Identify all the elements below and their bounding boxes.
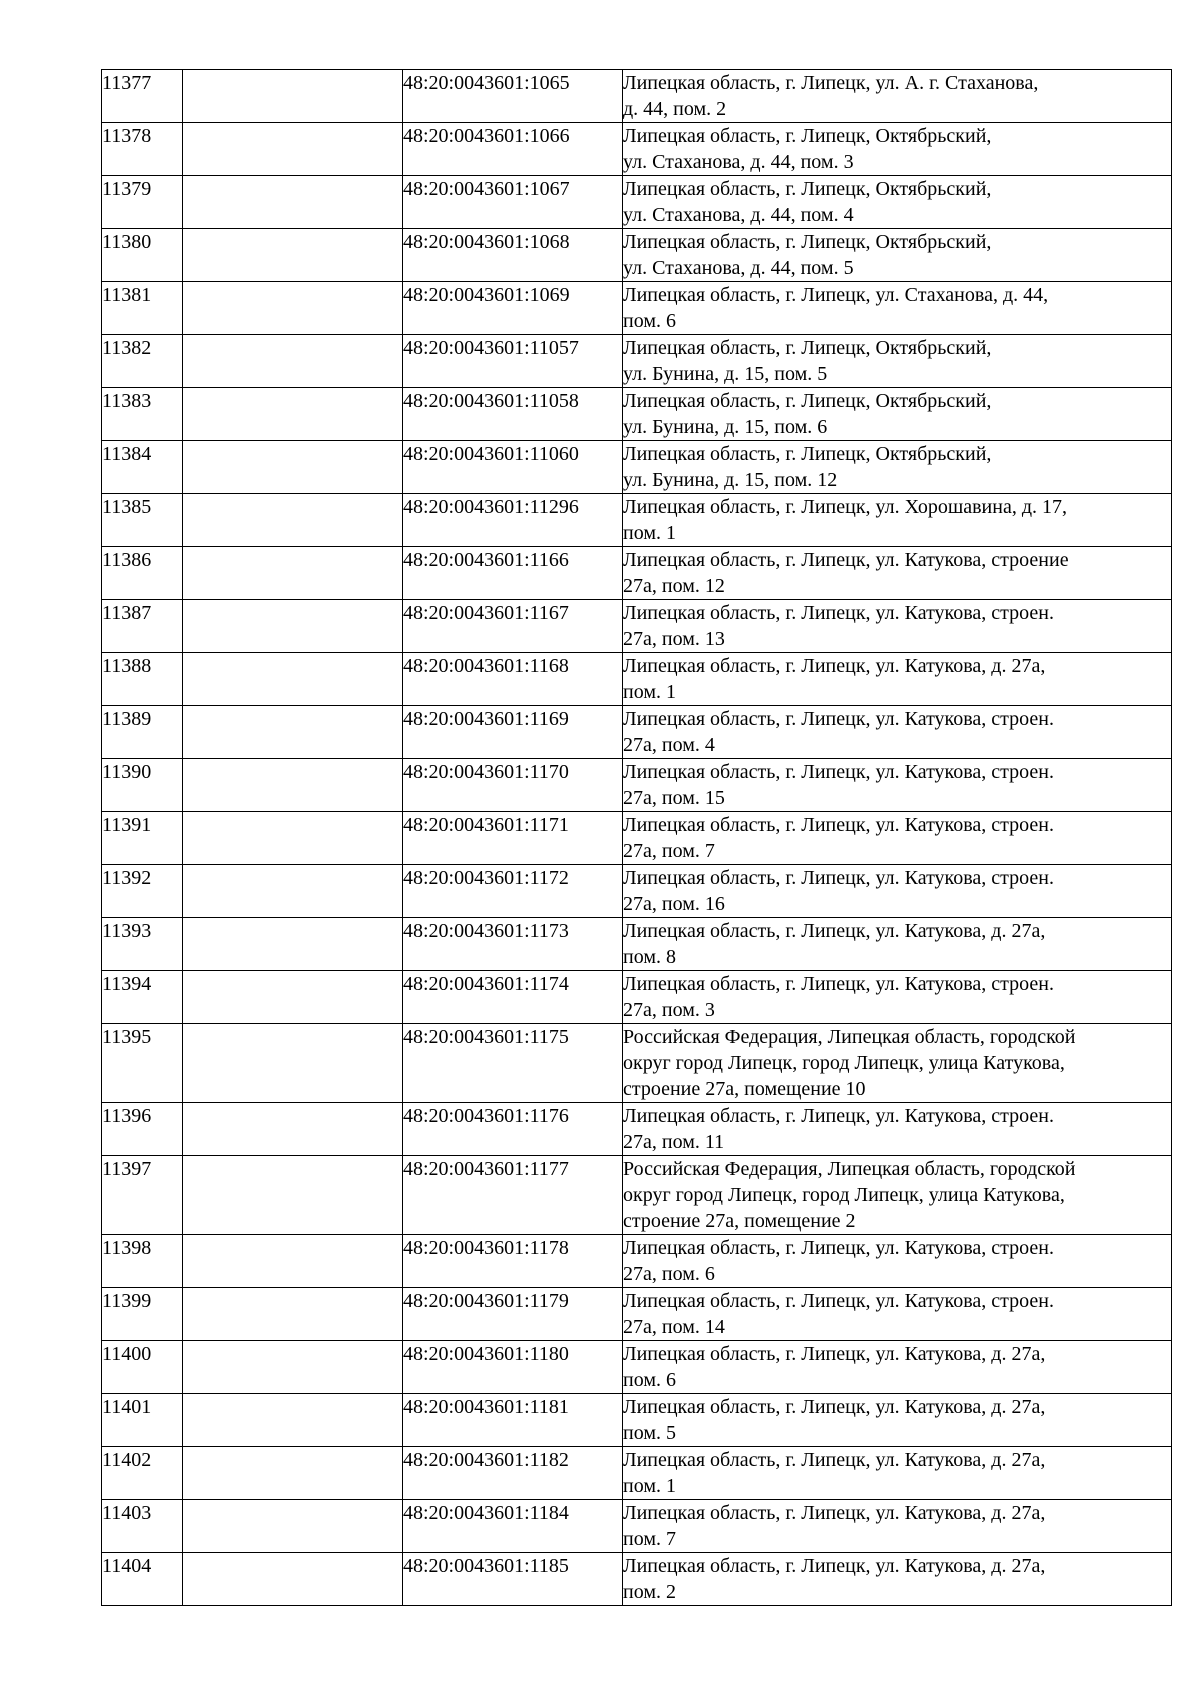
address-cell [623, 547, 1172, 600]
table-row [102, 176, 1172, 229]
row-number-cell: 11403 [102, 1500, 183, 1553]
address-line: 27а, пом. 7 [623, 840, 715, 862]
address-line: пом. 2 [623, 1581, 676, 1603]
address-cell [623, 494, 1172, 547]
row-number-cell: 11389 [102, 706, 183, 759]
empty-cell [183, 1024, 403, 1103]
row-number-cell: 11378 [102, 123, 183, 176]
address-line: 27а, пом. 14 [623, 1316, 725, 1338]
table-row [102, 1553, 1172, 1606]
address-line: пом. 7 [623, 1528, 676, 1550]
empty-cell [183, 1156, 403, 1235]
table-row [102, 1447, 1172, 1500]
row-number-cell: 11394 [102, 971, 183, 1024]
table-row [102, 123, 1172, 176]
address-cell [623, 123, 1172, 176]
address-cell [623, 706, 1172, 759]
cadastral-number-cell: 48:20:0043601:1175 [403, 1024, 623, 1103]
empty-cell [183, 1553, 403, 1606]
address-line: Российская Федерация, Липецкая область, городской [623, 1158, 1076, 1180]
row-number-cell: 11390 [102, 759, 183, 812]
address-line: Липецкая область, г. Липецк, ул. Катукова, строен. [623, 814, 1054, 836]
empty-cell [183, 123, 403, 176]
address-line: 27а, пом. 11 [623, 1131, 725, 1153]
address-cell [623, 865, 1172, 918]
empty-cell [183, 1288, 403, 1341]
row-number-cell: 11382 [102, 335, 183, 388]
table-row [102, 441, 1172, 494]
address-line: Липецкая область, г. Липецк, ул. Хорошавина, д. 17, [623, 496, 1067, 518]
property-registry-table [101, 69, 1172, 1606]
table-row [102, 229, 1172, 282]
address-cell [623, 176, 1172, 229]
empty-cell [183, 547, 403, 600]
address-cell [623, 1235, 1172, 1288]
address-line: пом. 6 [623, 1369, 676, 1391]
address-line: Липецкая область, г. Липецк, ул. Катукова, строен. [623, 1290, 1054, 1312]
table-row [102, 1024, 1172, 1103]
address-cell [623, 1394, 1172, 1447]
row-number-cell: 11391 [102, 812, 183, 865]
address-line: ул. Стаханова, д. 44, пом. 3 [623, 151, 854, 173]
address-cell [623, 229, 1172, 282]
address-cell [623, 1341, 1172, 1394]
empty-cell [183, 176, 403, 229]
address-cell [623, 335, 1172, 388]
row-number-cell: 11386 [102, 547, 183, 600]
address-line: Липецкая область, г. Липецк, ул. Катукова, строен. [623, 1237, 1054, 1259]
address-line: Липецкая область, г. Липецк, ул. Катукова, д. 27а, [623, 1502, 1046, 1524]
address-line: пом. 1 [623, 522, 676, 544]
cadastral-number-cell: 48:20:0043601:1177 [403, 1156, 623, 1235]
address-line: Липецкая область, г. Липецк, ул. Катукова, д. 27а, [623, 1396, 1046, 1418]
address-line: Липецкая область, г. Липецк, ул. Катукова, строен. [623, 973, 1054, 995]
address-line: 27а, пом. 4 [623, 734, 715, 756]
table-row [102, 547, 1172, 600]
address-cell [623, 282, 1172, 335]
address-line: ул. Стаханова, д. 44, пом. 5 [623, 257, 854, 279]
empty-cell [183, 335, 403, 388]
table-row [102, 282, 1172, 335]
address-line: округ город Липецк, город Липецк, улица Катукова, [623, 1184, 1065, 1206]
cadastral-number-cell: 48:20:0043601:1068 [403, 229, 623, 282]
address-line: Липецкая область, г. Липецк, ул. Катукова, строен. [623, 1105, 1054, 1127]
address-line: Липецкая область, г. Липецк, Октябрьский, [623, 178, 992, 200]
row-number-cell: 11404 [102, 1553, 183, 1606]
address-cell [623, 918, 1172, 971]
empty-cell [183, 600, 403, 653]
cadastral-number-cell: 48:20:0043601:1174 [403, 971, 623, 1024]
address-line: ул. Бунина, д. 15, пом. 6 [623, 416, 828, 438]
address-line: Липецкая область, г. Липецк, ул. Катукова, д. 27а, [623, 920, 1046, 942]
table-row [102, 1288, 1172, 1341]
empty-cell [183, 229, 403, 282]
empty-cell [183, 812, 403, 865]
row-number-cell: 11400 [102, 1341, 183, 1394]
address-line: ул. Стаханова, д. 44, пом. 4 [623, 204, 854, 226]
cadastral-number-cell: 48:20:0043601:1069 [403, 282, 623, 335]
table-row [102, 1103, 1172, 1156]
address-cell [623, 653, 1172, 706]
address-line: Липецкая область, г. Липецк, ул. Катукова, строен. [623, 602, 1054, 624]
empty-cell [183, 282, 403, 335]
row-number-cell: 11397 [102, 1156, 183, 1235]
table-row [102, 865, 1172, 918]
address-cell [623, 441, 1172, 494]
empty-cell [183, 1394, 403, 1447]
address-line: пом. 1 [623, 681, 676, 703]
cadastral-number-cell: 48:20:0043601:11060 [403, 441, 623, 494]
table-row [102, 1156, 1172, 1235]
registry-table-body [102, 70, 1172, 1606]
table-row [102, 971, 1172, 1024]
address-line: строение 27а, помещение 10 [623, 1078, 866, 1100]
address-line: Липецкая область, г. Липецк, ул. Катукова, строен. [623, 708, 1054, 730]
address-cell [623, 812, 1172, 865]
cadastral-number-cell: 48:20:0043601:11296 [403, 494, 623, 547]
empty-cell [183, 918, 403, 971]
cadastral-number-cell: 48:20:0043601:11057 [403, 335, 623, 388]
address-cell [623, 600, 1172, 653]
empty-cell [183, 1103, 403, 1156]
address-line: 27а, пом. 12 [623, 575, 725, 597]
address-line: ул. Бунина, д. 15, пом. 5 [623, 363, 828, 385]
address-line: 27а, пом. 16 [623, 893, 725, 915]
row-number-cell: 11392 [102, 865, 183, 918]
address-cell [623, 1024, 1172, 1103]
address-line: Липецкая область, г. Липецк, ул. Катукова, д. 27а, [623, 655, 1046, 677]
empty-cell [183, 1447, 403, 1500]
row-number-cell: 11402 [102, 1447, 183, 1500]
table-row [102, 70, 1172, 123]
address-line: Липецкая область, г. Липецк, ул. Катукова, строение [623, 549, 1069, 571]
address-cell [623, 70, 1172, 123]
address-line: Липецкая область, г. Липецк, Октябрьский, [623, 125, 992, 147]
table-row [102, 918, 1172, 971]
address-line: Липецкая область, г. Липецк, ул. А. г. Стаханова, [623, 72, 1039, 94]
address-line: Липецкая область, г. Липецк, Октябрьский, [623, 390, 992, 412]
row-number-cell: 11399 [102, 1288, 183, 1341]
empty-cell [183, 70, 403, 123]
address-line: округ город Липецк, город Липецк, улица Катукова, [623, 1052, 1065, 1074]
cadastral-number-cell: 48:20:0043601:1180 [403, 1341, 623, 1394]
address-line: Липецкая область, г. Липецк, ул. Катукова, строен. [623, 867, 1054, 889]
address-line: пом. 1 [623, 1475, 676, 1497]
row-number-cell: 11401 [102, 1394, 183, 1447]
cadastral-number-cell: 48:20:0043601:1172 [403, 865, 623, 918]
table-row [102, 600, 1172, 653]
empty-cell [183, 759, 403, 812]
table-row [102, 653, 1172, 706]
address-line: ул. Бунина, д. 15, пом. 12 [623, 469, 838, 491]
address-cell [623, 1103, 1172, 1156]
cadastral-number-cell: 48:20:0043601:1178 [403, 1235, 623, 1288]
cadastral-number-cell: 48:20:0043601:1184 [403, 1500, 623, 1553]
empty-cell [183, 971, 403, 1024]
address-line: 27а, пом. 15 [623, 787, 725, 809]
table-row [102, 388, 1172, 441]
address-line: 27а, пом. 13 [623, 628, 725, 650]
cadastral-number-cell: 48:20:0043601:1181 [403, 1394, 623, 1447]
row-number-cell: 11384 [102, 441, 183, 494]
row-number-cell: 11393 [102, 918, 183, 971]
address-line: Липецкая область, г. Липецк, Октябрьский, [623, 337, 992, 359]
row-number-cell: 11385 [102, 494, 183, 547]
cadastral-number-cell: 48:20:0043601:1168 [403, 653, 623, 706]
address-line: Российская Федерация, Липецкая область, городской [623, 1026, 1076, 1048]
address-line: Липецкая область, г. Липецк, ул. Катукова, д. 27а, [623, 1555, 1046, 1577]
cadastral-number-cell: 48:20:0043601:1066 [403, 123, 623, 176]
cadastral-number-cell: 48:20:0043601:1182 [403, 1447, 623, 1500]
row-number-cell: 11398 [102, 1235, 183, 1288]
address-line: пом. 6 [623, 310, 676, 332]
empty-cell [183, 653, 403, 706]
address-cell [623, 1500, 1172, 1553]
row-number-cell: 11396 [102, 1103, 183, 1156]
row-number-cell: 11377 [102, 70, 183, 123]
address-line: Липецкая область, г. Липецк, ул. Катукова, д. 27а, [623, 1449, 1046, 1471]
table-row [102, 335, 1172, 388]
address-line: Липецкая область, г. Липецк, ул. Катукова, д. 27а, [623, 1343, 1046, 1365]
cadastral-number-cell: 48:20:0043601:1179 [403, 1288, 623, 1341]
empty-cell [183, 1341, 403, 1394]
address-cell [623, 971, 1172, 1024]
empty-cell [183, 1500, 403, 1553]
address-line: Липецкая область, г. Липецк, ул. Катукова, строен. [623, 761, 1054, 783]
cadastral-number-cell: 48:20:0043601:1067 [403, 176, 623, 229]
cadastral-number-cell: 48:20:0043601:1166 [403, 547, 623, 600]
address-line: 27а, пом. 6 [623, 1263, 715, 1285]
row-number-cell: 11387 [102, 600, 183, 653]
row-number-cell: 11380 [102, 229, 183, 282]
table-row [102, 1394, 1172, 1447]
table-row [102, 1341, 1172, 1394]
cadastral-number-cell: 48:20:0043601:1185 [403, 1553, 623, 1606]
cadastral-number-cell: 48:20:0043601:1167 [403, 600, 623, 653]
address-line: пом. 8 [623, 946, 676, 968]
row-number-cell: 11388 [102, 653, 183, 706]
address-line: строение 27а, помещение 2 [623, 1210, 856, 1232]
address-cell [623, 388, 1172, 441]
empty-cell [183, 494, 403, 547]
empty-cell [183, 441, 403, 494]
address-cell [623, 1156, 1172, 1235]
table-row [102, 812, 1172, 865]
address-line: пом. 5 [623, 1422, 676, 1444]
table-row [102, 494, 1172, 547]
cadastral-number-cell: 48:20:0043601:1173 [403, 918, 623, 971]
empty-cell [183, 388, 403, 441]
table-row [102, 1500, 1172, 1553]
table-row [102, 706, 1172, 759]
address-cell [623, 1288, 1172, 1341]
cadastral-number-cell: 48:20:0043601:1171 [403, 812, 623, 865]
cadastral-number-cell: 48:20:0043601:1169 [403, 706, 623, 759]
row-number-cell: 11379 [102, 176, 183, 229]
cadastral-number-cell: 48:20:0043601:1170 [403, 759, 623, 812]
table-row [102, 1235, 1172, 1288]
address-line: Липецкая область, г. Липецк, ул. Стаханова, д. 44, [623, 284, 1049, 306]
table-row [102, 759, 1172, 812]
address-line: Липецкая область, г. Липецк, Октябрьский, [623, 231, 992, 253]
address-line: Липецкая область, г. Липецк, Октябрьский, [623, 443, 992, 465]
address-line: д. 44, пом. 2 [623, 98, 727, 120]
row-number-cell: 11383 [102, 388, 183, 441]
empty-cell [183, 706, 403, 759]
row-number-cell: 11381 [102, 282, 183, 335]
cadastral-number-cell: 48:20:0043601:1176 [403, 1103, 623, 1156]
row-number-cell: 11395 [102, 1024, 183, 1103]
address-cell [623, 1447, 1172, 1500]
address-line: 27а, пом. 3 [623, 999, 715, 1021]
empty-cell [183, 865, 403, 918]
empty-cell [183, 1235, 403, 1288]
address-cell [623, 759, 1172, 812]
address-cell [623, 1553, 1172, 1606]
cadastral-number-cell: 48:20:0043601:11058 [403, 388, 623, 441]
cadastral-number-cell: 48:20:0043601:1065 [403, 70, 623, 123]
